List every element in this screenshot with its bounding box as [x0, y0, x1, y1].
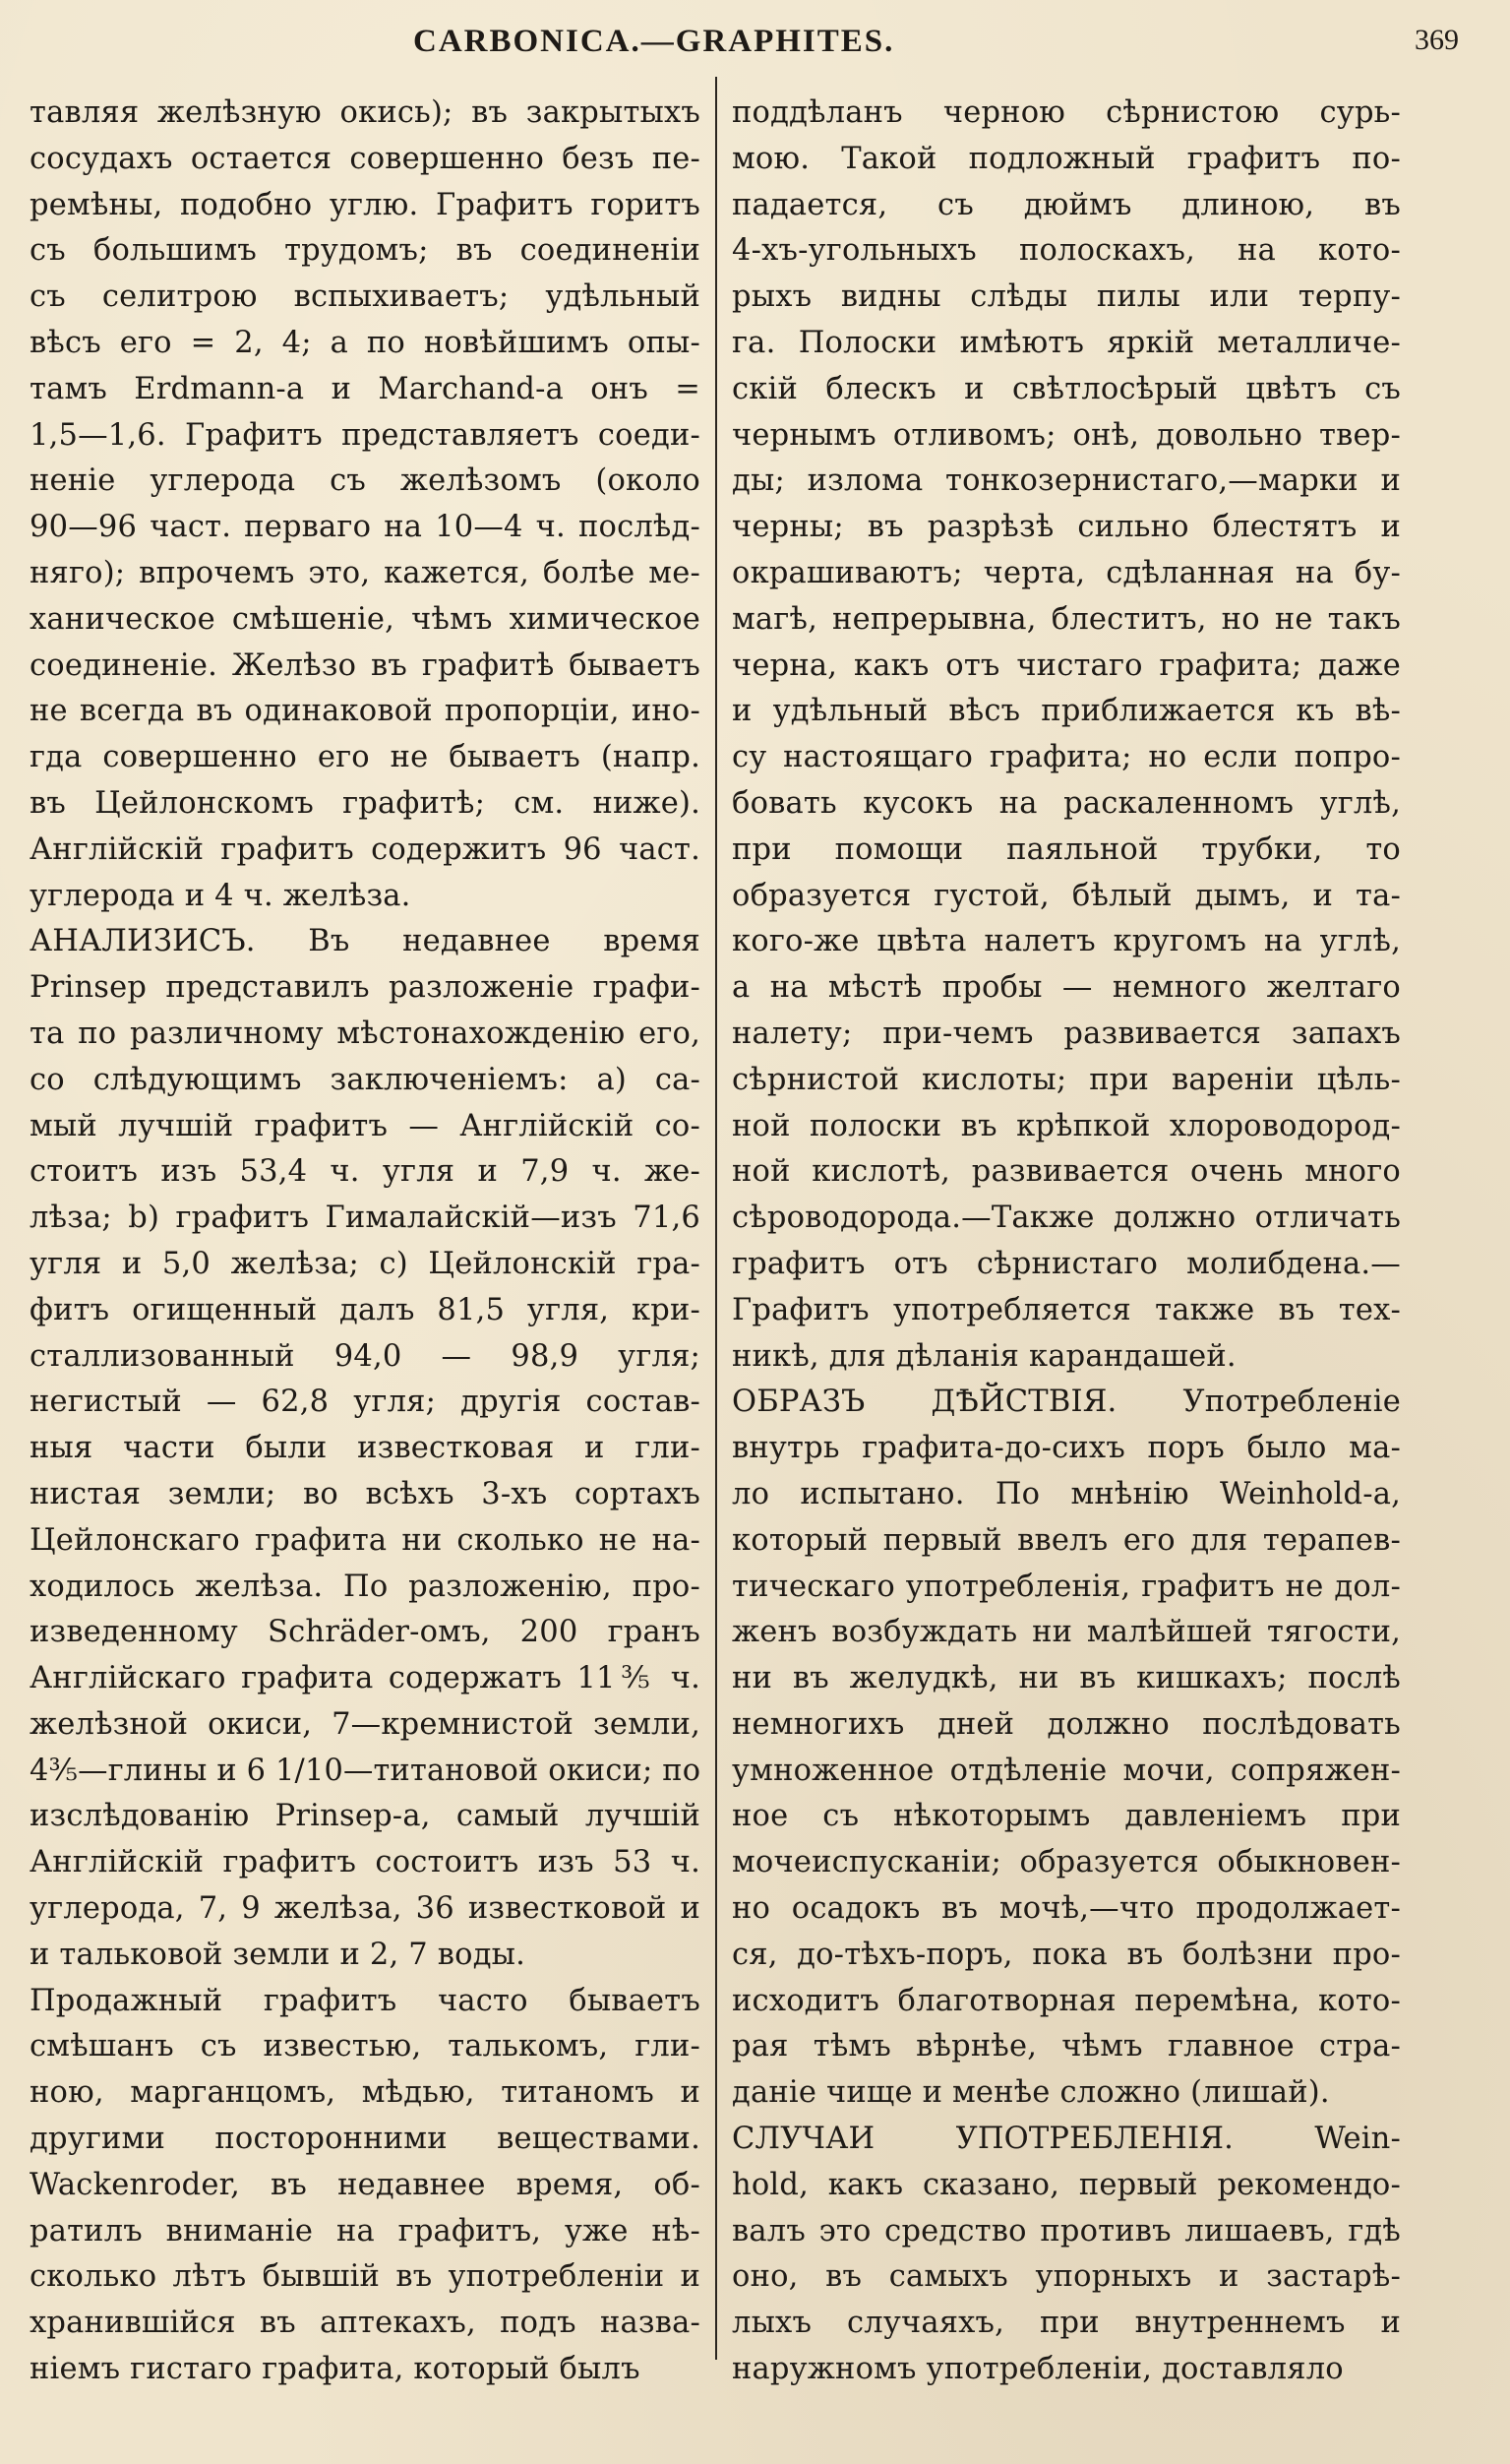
text-line: ной полоски въ крѣпкой хлороводород-	[732, 1108, 1401, 1143]
text-line: стоитъ изъ 53,4 ч. угля и 7,9 ч. же-	[30, 1154, 700, 1190]
text-line: ною, марганцомъ, мѣдью, титаномъ и	[30, 2075, 700, 2111]
text-line: соединеніе. Желѣзо въ графитѣ бываетъ	[30, 647, 700, 683]
text-line: ной кислотѣ, развивается очень много	[732, 1154, 1401, 1190]
text-line: Цейлонскаго графита ни сколько не на-	[30, 1522, 700, 1558]
text-line: негистый — 62,8 угля; другія состав-	[30, 1385, 700, 1420]
text-line: Wackenroder, въ недавнее время, об-	[30, 2167, 700, 2202]
text-line: лыхъ случаяхъ, при внутреннемъ и	[732, 2306, 1401, 2341]
text-line: черна, какъ отъ чистаго графита; даже	[732, 647, 1401, 683]
text-line: образуется густой, бѣлый дымъ, и та-	[732, 878, 1401, 913]
text-line: hold, какъ сказано, первый рекомендо-	[732, 2167, 1401, 2202]
text-line: оно, въ самыхъ упорныхъ и застарѣ-	[732, 2259, 1401, 2295]
text-line: вѣсъ его = 2, 4; а по новѣйшимъ опы-	[30, 325, 700, 360]
text-line: су настоящаго графита; но если попро-	[732, 740, 1401, 775]
text-line: ло испытано. По мнѣнію Weinhold-а,	[732, 1476, 1401, 1511]
text-line: тавляя желѣзную окись); въ закрытыхъ	[30, 95, 700, 130]
running-head	[0, 10, 1510, 69]
column-divider	[715, 77, 717, 2360]
text-line: но осадокъ въ мочѣ,—что продолжает-	[732, 1891, 1401, 1927]
text-line: нистая земли; во всѣхъ 3-хъ сортахъ	[30, 1476, 700, 1511]
text-line: ОБРАЗЪ ДѢЙСТВІЯ. Употребленіе	[732, 1385, 1401, 1420]
text-line: ни въ желудкѣ, ни въ кишкахъ; послѣ	[732, 1661, 1401, 1696]
text-line: углерода, 7, 9 желѣза, 36 известковой и	[30, 1891, 700, 1927]
text-line: Продажный графитъ часто бываетъ	[30, 1983, 700, 2018]
text-line: ратилъ вниманіе на графитъ, уже нѣ-	[30, 2213, 700, 2248]
text-line: наружномъ употребленіи, доставляло	[732, 2352, 1344, 2387]
text-line: хранившійся въ аптекахъ, подъ назва-	[30, 2306, 700, 2341]
text-line: магѣ, непрерывна, блеститъ, но не такъ	[732, 601, 1401, 637]
text-line: валъ это средство противъ лишаевъ, гдѣ	[732, 2213, 1401, 2248]
text-line: та по различному мѣстонахожденію его,	[30, 1016, 700, 1051]
text-line: кого-же цвѣта налетъ кругомъ на углѣ,	[732, 924, 1401, 959]
text-line: немногихъ дней должно послѣдовать	[732, 1706, 1401, 1742]
text-line: поддѣланъ черною сѣрнистою сурь-	[732, 95, 1401, 130]
text-line: ходилось желѣза. По разложенію, про-	[30, 1569, 700, 1604]
text-line: Англійскій графитъ состоитъ изъ 53 ч.	[30, 1845, 700, 1880]
text-line: сталлизованный 94,0 — 98,9 угля;	[30, 1338, 700, 1374]
text-line: мый лучшій графитъ — Англійскій со-	[30, 1108, 700, 1143]
text-line: ся, до-тѣхъ-поръ, пока въ болѣзни про-	[732, 1937, 1401, 1972]
text-line: лѣза; b) графитъ Гималайскій—изъ 71,6	[30, 1201, 700, 1236]
text-line: 90—96 част. перваго на 10—4 ч. послѣд-	[30, 510, 700, 545]
text-line: падается, съ дюймъ длиною, въ	[732, 187, 1401, 222]
text-line: ное съ нѣкоторымъ давленіемъ при	[732, 1799, 1401, 1834]
text-line: фитъ огищенный далъ 81,5 угля, кри-	[30, 1292, 700, 1327]
text-line: изведенному Schräder-омъ, 200 гранъ	[30, 1615, 700, 1650]
right-column	[732, 91, 1401, 2393]
text-line: рая тѣмъ вѣрнѣе, чѣмъ главное стра-	[732, 2029, 1401, 2064]
text-line: сѣрнистой кислоты; при вареніи цѣль-	[732, 1062, 1401, 1097]
text-line: Англійскій графитъ содержитъ 96 част.	[30, 832, 700, 867]
text-line: который первый ввелъ его для терапев-	[732, 1522, 1401, 1558]
text-line: скій блескъ и свѣтлосѣрый цвѣтъ съ	[732, 371, 1401, 406]
text-line: и тальковой земли и 2, 7 воды.	[30, 1937, 526, 1972]
text-line: АНАЛИЗИСЪ. Въ недавнее время	[30, 924, 700, 959]
text-line: даніе чище и менѣе сложно (лишай).	[732, 2075, 1330, 2111]
text-line: ніемъ гистаго графита, который былъ	[30, 2352, 640, 2387]
text-line: рыхъ видны слѣды пилы или терпу-	[732, 279, 1401, 315]
text-line: а на мѣстѣ пробы — немного желтаго	[732, 970, 1401, 1006]
text-line: углерода и 4 ч. желѣза.	[30, 878, 411, 913]
text-line: сѣроводорода.—Также должно отличать	[732, 1201, 1401, 1236]
text-line: Prinsep представилъ разложеніе графи-	[30, 970, 700, 1006]
text-line: тамъ Erdmann-а и Marchand-а онъ =	[30, 371, 700, 406]
text-line: ды; излома тонкозернистаго,—марки и	[732, 463, 1401, 499]
text-line: чернымъ отливомъ; онѣ, довольно твер-	[732, 417, 1401, 453]
text-line: няго); впрочемъ это, кажется, болѣе ме-	[30, 555, 700, 590]
text-line: графитъ отъ сѣрнистаго молибдена.—	[732, 1246, 1401, 1281]
text-line: и удѣльный вѣсъ приближается къ вѣ-	[732, 694, 1401, 729]
text-line: желѣзной окиси, 7—кремнистой земли,	[30, 1706, 700, 1742]
text-line: окрашиваютъ; черта, сдѣланная на бу-	[732, 555, 1401, 590]
text-line: смѣшанъ съ известью, талькомъ, гли-	[30, 2029, 700, 2064]
text-line: женъ возбуждать ни малѣйшей тягости,	[732, 1615, 1401, 1650]
text-line: мою. Такой подложный графитъ по-	[732, 141, 1401, 176]
text-line: неніе углерода съ желѣзомъ (около	[30, 463, 700, 499]
text-line: гда совершенно его не бываетъ (напр.	[30, 740, 700, 775]
text-line: никѣ, для дѣланія карандашей.	[732, 1338, 1237, 1374]
text-line: сколько лѣтъ бывшій въ употребленіи и	[30, 2259, 700, 2295]
text-line: умноженное отдѣленіе мочи, сопряжен-	[732, 1753, 1401, 1788]
text-line: ныя части были известковая и гли-	[30, 1431, 700, 1466]
text-line: съ большимъ трудомъ; въ соединеніи	[30, 233, 700, 269]
text-line: въ Цейлонскомъ графитѣ; см. ниже).	[30, 785, 700, 821]
text-line: ремѣны, подобно углю. Графитъ горитъ	[30, 187, 700, 222]
text-line: ханическое смѣшеніе, чѣмъ химическое	[30, 601, 700, 637]
text-line: 4-хъ-угольныхъ полоскахъ, на кото-	[732, 233, 1401, 269]
text-line: внутрь графита-до-сихъ поръ было ма-	[732, 1431, 1401, 1466]
text-line: не всегда въ одинаковой пропорціи, ино-	[30, 694, 700, 729]
text-line: 4⅗—глины и 6 1/10—титановой окиси; по	[30, 1753, 701, 1788]
running-title: CARBONICA.—GRAPHITES.	[413, 24, 895, 59]
text-line: сосудахъ остается совершенно безъ пе-	[30, 141, 700, 176]
text-line: налету; при-чемъ развивается запахъ	[732, 1016, 1401, 1051]
text-line: 1,5—1,6. Графитъ представляетъ соеди-	[30, 417, 700, 453]
text-line: черны; въ разрѣзѣ сильно блестятъ и	[732, 510, 1401, 545]
text-line: со слѣдующимъ заключеніемъ: a) са-	[30, 1062, 700, 1097]
text-line: мочеиспусканіи; образуется обыкновен-	[732, 1845, 1401, 1880]
text-line: изслѣдованію Prinsep-а, самый лучшій	[30, 1799, 700, 1834]
text-line: другими посторонними веществами.	[30, 2122, 700, 2157]
text-line: исходитъ благотворная перемѣна, кото-	[732, 1983, 1401, 2018]
text-line: Графитъ употребляется также въ тех-	[732, 1292, 1401, 1327]
text-line: съ селитрою вспыхиваетъ; удѣльный	[30, 279, 700, 315]
text-line: тическаго употребленія, графитъ не дол-	[732, 1569, 1401, 1604]
left-column	[30, 91, 700, 2393]
text-line: Англійскаго графита содержатъ 11⅗ ч.	[30, 1661, 700, 1696]
text-line: при помощи паяльной трубки, то	[732, 832, 1401, 867]
text-line: бовать кусокъ на раскаленномъ углѣ,	[732, 785, 1401, 821]
text-line: га. Полоски имѣютъ яркій металличе-	[732, 325, 1401, 360]
page-number: 369	[1415, 24, 1459, 56]
text-line: СЛУЧАИ УПОТРЕБЛЕНІЯ. Wein-	[732, 2122, 1401, 2157]
text-line: угля и 5,0 желѣза; c) Цейлонскій гра-	[30, 1246, 700, 1281]
